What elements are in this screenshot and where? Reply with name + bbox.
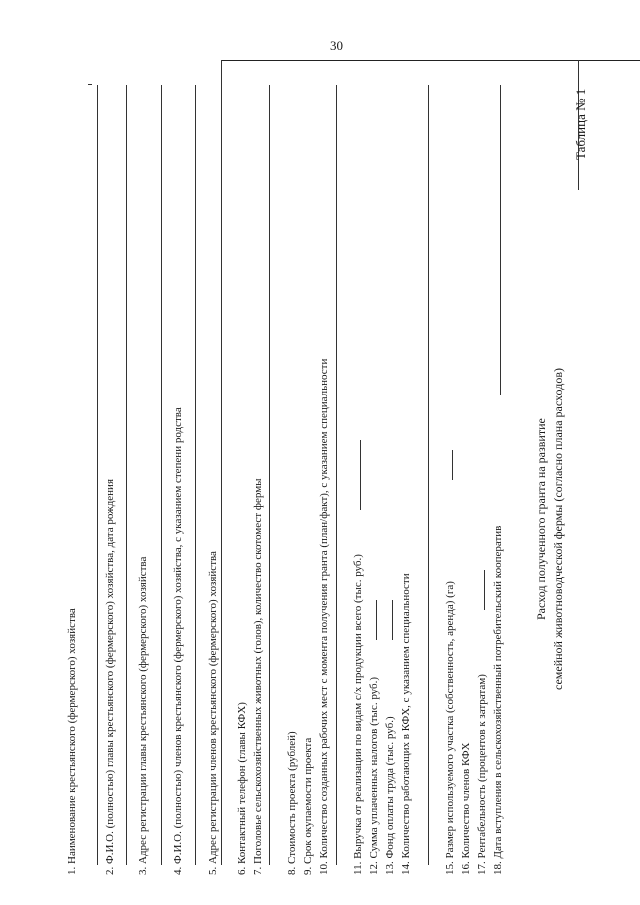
form-item-5: 5. Адрес регистрации членов крестьянского (фермерского) хозяйства	[207, 551, 219, 875]
form-item-2: 2. Ф.И.О. (полностью) главы крестьянского (фермерского) хозяйства, дата рождения	[104, 478, 116, 875]
form-item-9: 9. Срок окупаемости проекта	[302, 737, 314, 875]
table-title-line-2: семейной животноводческой фермы (согласно плана расходов)	[551, 368, 565, 690]
form-item-15: 15. Размер используемого участка (собственность, аренда) (га)	[444, 581, 456, 875]
form-item-13: 13. Фонд оплаты труда (тыс. руб.)	[384, 716, 396, 875]
form-item-14: 14. Количество работающих в КФХ, с указанием специальности	[400, 573, 412, 875]
section-divider-3	[336, 85, 337, 865]
form-item-3: 3. Адрес регистрации главы крестьянского (фермерского) хозяйства	[137, 556, 149, 875]
form-item-18: 18. Дата вступления в сельскохозяйственный потребительский кооператив	[492, 525, 504, 875]
answer-line-4	[161, 85, 162, 865]
form-item-4: 4. Ф.И.О. (полностью) членов крестьянского (фермерского) хозяйства, с указанием степени родства	[172, 407, 184, 875]
answer-line-18	[500, 85, 501, 395]
answer-line-13	[392, 600, 393, 640]
section-divider-4	[428, 85, 429, 865]
page-number: 30	[330, 38, 343, 53]
table-title-line-1: Расход полученного гранта на развитие	[534, 418, 548, 620]
form-item-17: 17. Рентабельность (процентов к затратам)	[476, 674, 488, 875]
answer-line-5	[195, 85, 196, 865]
table-label: Таблица № 1	[573, 88, 588, 160]
answer-line-12	[376, 600, 377, 640]
form-item-10: 10. Количество созданных рабочих мест с момента получения гранта (план/факт), с указанием специальности	[318, 358, 330, 875]
answer-line-3	[126, 85, 127, 865]
form-item-16: 16. Количество членов КФХ	[460, 742, 472, 875]
form-item-8: 8. Стоимость проекта (рублей)	[286, 731, 298, 875]
answer-line-15	[452, 450, 453, 480]
form-item-6: 6. Контактный телефон (главы КФХ)	[236, 702, 248, 875]
answer-line-11	[360, 440, 361, 510]
section-divider-2	[269, 85, 270, 865]
form-item-11: 11. Выручка от реализации по видам с/х продукции всего (тыс. руб.)	[352, 554, 364, 875]
answer-line-17	[484, 570, 485, 610]
section-divider-1	[221, 60, 222, 865]
form-item-12: 12. Сумма уплаченных налогов (тыс. руб.)	[368, 676, 380, 875]
answer-line-2	[97, 85, 98, 865]
form-item-7: 7. Поголовье сельскохозяйственных животных (голов), количество скотомест фермы	[252, 478, 264, 875]
answer-line-1	[88, 84, 92, 85]
form-item-1: 1. Наименование крестьянского (фермерского) хозяйства	[66, 608, 78, 875]
